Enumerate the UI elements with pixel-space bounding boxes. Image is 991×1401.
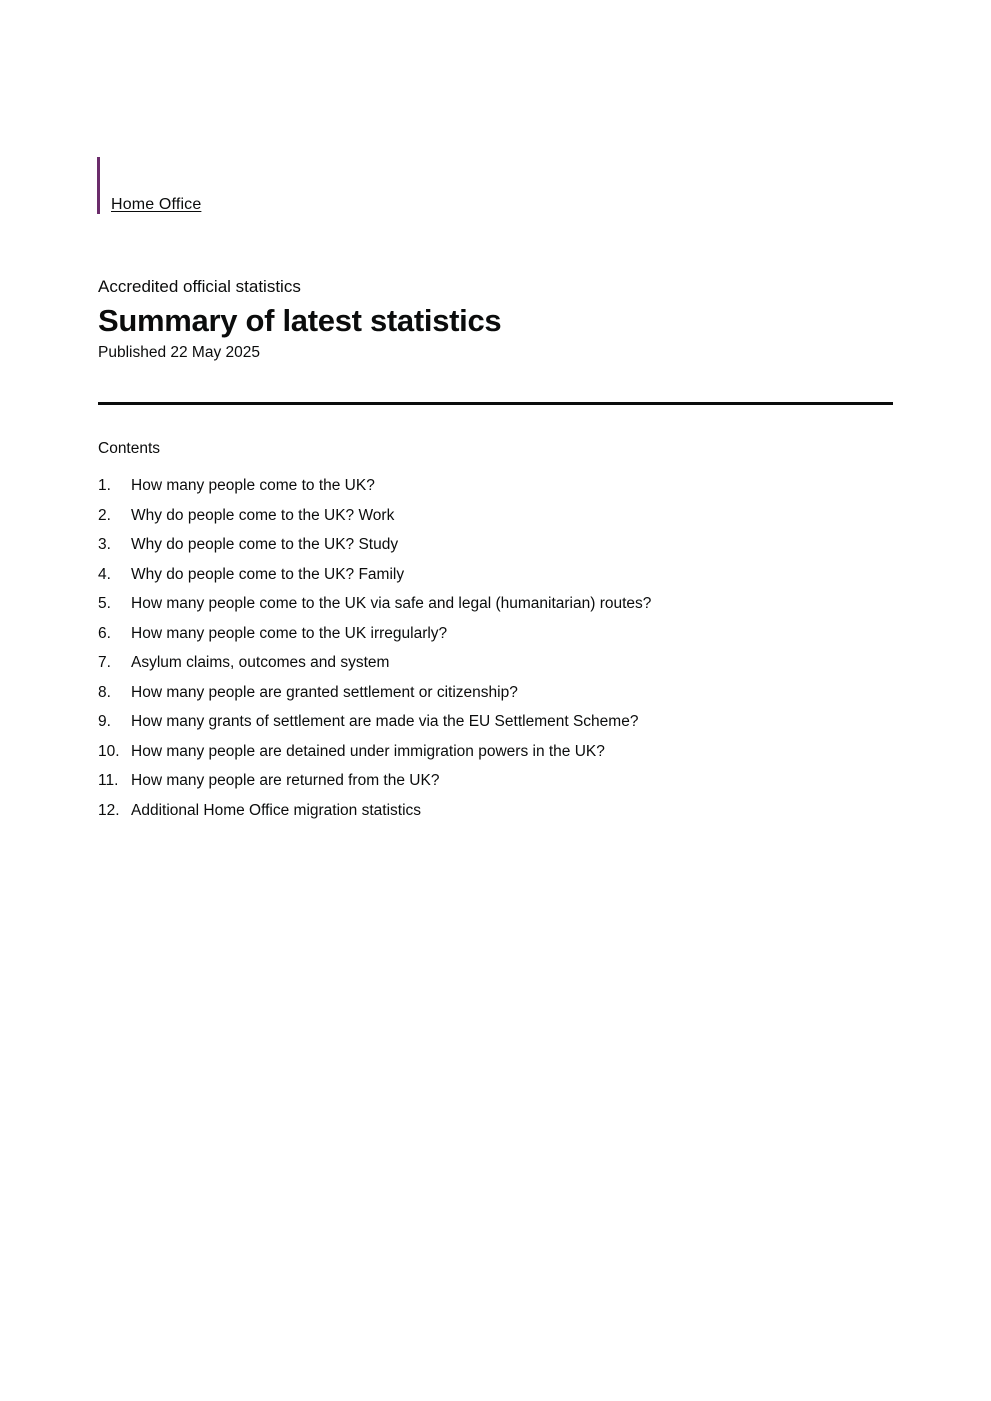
contents-item[interactable] [98,619,888,649]
contents-item-number: 7. [98,654,111,671]
contents-item-number: 5. [98,595,111,612]
contents-item[interactable] [98,707,888,737]
header-divider [98,402,893,405]
contents-item-link[interactable]: How many people come to the UK? [131,477,375,494]
contents-item-link[interactable]: Asylum claims, outcomes and system [131,654,390,671]
contents-section [98,438,888,825]
contents-item-link[interactable]: How many people come to the UK via safe and legal (humanitarian) routes? [131,595,652,612]
contents-list [98,471,888,825]
statistics-type-label: Accredited official statistics [98,277,301,296]
contents-item-link[interactable]: How many people are detained under immigration powers in the UK? [131,742,605,760]
contents-item-number: 9. [98,713,111,730]
contents-item-link[interactable]: How many people are granted settlement or citizenship? [131,683,518,701]
contents-item-number: 10. [98,742,120,760]
contents-item-number: 11. [98,772,119,789]
contents-item-number: 1. [98,477,111,494]
contents-item-link[interactable]: Why do people come to the UK? Family [131,565,405,583]
contents-item[interactable] [98,796,888,826]
contents-item[interactable] [98,766,888,796]
contents-item-link[interactable]: Why do people come to the UK? Work [131,506,395,524]
contents-item-number: 2. [98,506,111,524]
organisation-link[interactable]: Home Office [111,196,202,213]
title-block [98,275,898,363]
published-date: Published 22 May 2025 [98,344,261,361]
contents-item-number: 4. [98,565,111,583]
contents-item-number: 6. [98,624,111,642]
contents-item-number: 8. [98,683,111,701]
contents-item[interactable] [98,678,888,708]
contents-heading: Contents [98,440,161,457]
organisation-branding [97,157,201,214]
contents-item[interactable] [98,530,888,560]
contents-item-link[interactable]: How many people come to the UK irregularly? [131,624,448,642]
contents-item[interactable] [98,501,888,531]
contents-item[interactable] [98,560,888,590]
contents-item-link[interactable]: How many people are returned from the UK? [131,772,440,789]
page-title: Summary of latest statistics [98,303,502,338]
contents-item-link[interactable]: Additional Home Office migration statistics [131,801,422,819]
contents-item[interactable] [98,648,888,678]
contents-item[interactable] [98,471,888,501]
contents-item[interactable] [98,737,888,767]
contents-item-number: 12. [98,801,120,819]
contents-item[interactable] [98,589,888,619]
contents-item-link[interactable]: How many grants of settlement are made via the EU Settlement Scheme? [131,713,639,730]
contents-item-link[interactable]: Why do people come to the UK? Study [131,536,399,553]
contents-item-number: 3. [98,536,111,553]
